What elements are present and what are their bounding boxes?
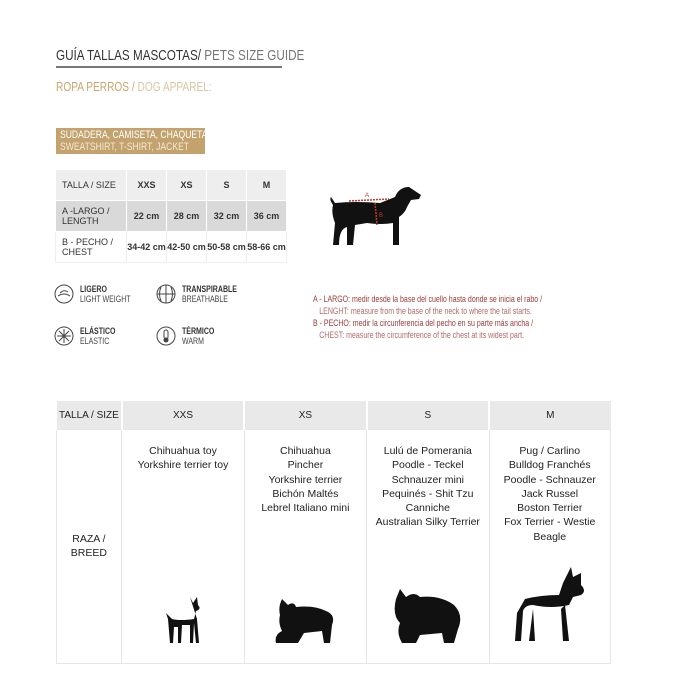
- thermometer-icon: [156, 326, 176, 346]
- column-header: S: [367, 401, 489, 430]
- breed-cell: [367, 430, 489, 664]
- table-cell: 50-58 cm: [207, 232, 247, 263]
- breed-name: Pequinés - Shit Tzu: [382, 487, 474, 500]
- breed-name: Bichón Maltés: [272, 487, 339, 500]
- page-title: [56, 47, 305, 68]
- title-en: PETS SIZE GUIDE: [200, 47, 305, 64]
- feature-es: TRANSPIRABLE: [182, 284, 238, 294]
- feature-es: TÉRMICO: [182, 326, 215, 336]
- dog-silhouette-icon: [160, 595, 206, 649]
- feature-es: LIGERO: [80, 284, 107, 294]
- breed-name: Fox Terrier - Westie: [504, 516, 596, 529]
- measurement-table: [55, 169, 287, 263]
- table-cell: M: [247, 170, 287, 201]
- breed-name: Pincher: [287, 459, 324, 472]
- table-row: [56, 170, 287, 201]
- breed-cell: [489, 430, 610, 664]
- breed-name: Poodle - Schnauzer: [503, 473, 596, 486]
- breed-name: Boston Terrier: [517, 502, 583, 515]
- note-length-en: LENGHT: measure from the base of the neck to where the tail starts.: [319, 306, 532, 316]
- table-row: [56, 201, 287, 232]
- table-cell: XXS: [127, 170, 167, 201]
- breed-table: [55, 401, 611, 664]
- dog-silhouette-icon: [511, 565, 589, 649]
- subtitle-es: ROPA PERROS /: [56, 79, 138, 94]
- table-cell: 22 cm: [127, 201, 167, 232]
- feather-hand-icon: [54, 284, 74, 304]
- table-cell: S: [207, 170, 247, 201]
- note-chest-es: B - PECHO: medir la circunferencia del pecho en su parte más ancha /: [313, 318, 534, 328]
- note-length-es: A - LARGO: medir desde la base del cuello hasta donde se inicia el rabo /: [313, 294, 543, 304]
- dog-measurement-diagram-icon: [325, 183, 425, 253]
- breed-cell: [244, 430, 366, 664]
- table-cell: 28 cm: [167, 201, 207, 232]
- elastic-arrows-icon: [54, 326, 74, 346]
- column-header: TALLA / SIZE: [56, 401, 122, 430]
- feature-en: ELASTIC: [80, 336, 110, 346]
- subtitle-en: DOG APPAREL:: [137, 79, 212, 94]
- row-header: B - PECHO / CHEST: [56, 232, 127, 263]
- banner-line-es: SUDADERA, CAMISETA, CHAQUETA/: [60, 129, 210, 141]
- table-cell: 34-42 cm: [127, 232, 167, 263]
- breed-name: Beagle: [533, 530, 567, 543]
- breed-name: Yorkshire terrier toy: [137, 459, 229, 472]
- breed-name: Lebrel Italiano mini: [261, 502, 350, 515]
- feature-en: BREATHABLE: [182, 294, 228, 304]
- breed-name: Schnauzer mini: [391, 473, 464, 486]
- breed-name: Poodle - Teckel: [392, 459, 464, 472]
- column-header: XS: [244, 401, 366, 430]
- table-cell: 32 cm: [207, 201, 247, 232]
- feature-es: ELÁSTICO: [80, 326, 116, 336]
- feature-light-weight: [54, 284, 145, 304]
- table-cell: XS: [167, 170, 207, 201]
- row-header: A -LARGO / LENGTH: [56, 201, 127, 232]
- table-cell: 36 cm: [247, 201, 287, 232]
- label-a: A: [365, 193, 370, 199]
- breed-name: Lulú de Pomerania: [383, 445, 472, 457]
- feature-en: LIGHT WEIGHT: [80, 294, 131, 304]
- feature-warm: [156, 326, 224, 346]
- breed-name: Australian Silky Terrier: [375, 516, 480, 529]
- breed-cell: [122, 430, 244, 664]
- measurement-notes: [313, 293, 607, 341]
- label-b: B: [379, 213, 384, 219]
- banner-line-en: SWEATSHIRT, T-SHIRT, JACKET: [60, 141, 190, 153]
- feature-elastic: [54, 326, 126, 346]
- dog-silhouette-icon: [392, 585, 464, 649]
- breed-name: Pug / Carlino: [519, 445, 581, 457]
- breed-label-text: RAZA / BREED: [70, 532, 107, 559]
- section-subtitle: [56, 79, 256, 94]
- breed-name: Bulldog Franchés: [508, 459, 591, 472]
- breed-name: Jack Russel: [521, 487, 579, 500]
- note-chest-en: CHEST: measure the circumference of the chest at its widest part.: [319, 330, 525, 340]
- title-es: GUÍA TALLAS MASCOTAS/: [56, 47, 201, 64]
- table-cell: 58-66 cm: [247, 232, 287, 263]
- breed-name: Yorkshire terrier: [268, 473, 343, 486]
- table-cell: 42-50 cm: [167, 232, 207, 263]
- breed-row-label: [56, 430, 122, 664]
- column-header: M: [489, 401, 610, 430]
- column-header: XXS: [122, 401, 244, 430]
- garment-banner: [56, 128, 210, 154]
- breed-name: Chihuahua toy: [149, 445, 217, 457]
- breathable-globe-icon: [156, 284, 176, 304]
- breed-name: Canniche: [405, 502, 450, 515]
- feature-en: WARM: [182, 336, 204, 346]
- feature-breathable: [156, 284, 253, 304]
- table-row: [56, 232, 287, 263]
- row-header: TALLA / SIZE: [56, 170, 127, 201]
- dog-silhouette-icon: [274, 595, 336, 649]
- breed-name: Chihuahua: [280, 445, 331, 457]
